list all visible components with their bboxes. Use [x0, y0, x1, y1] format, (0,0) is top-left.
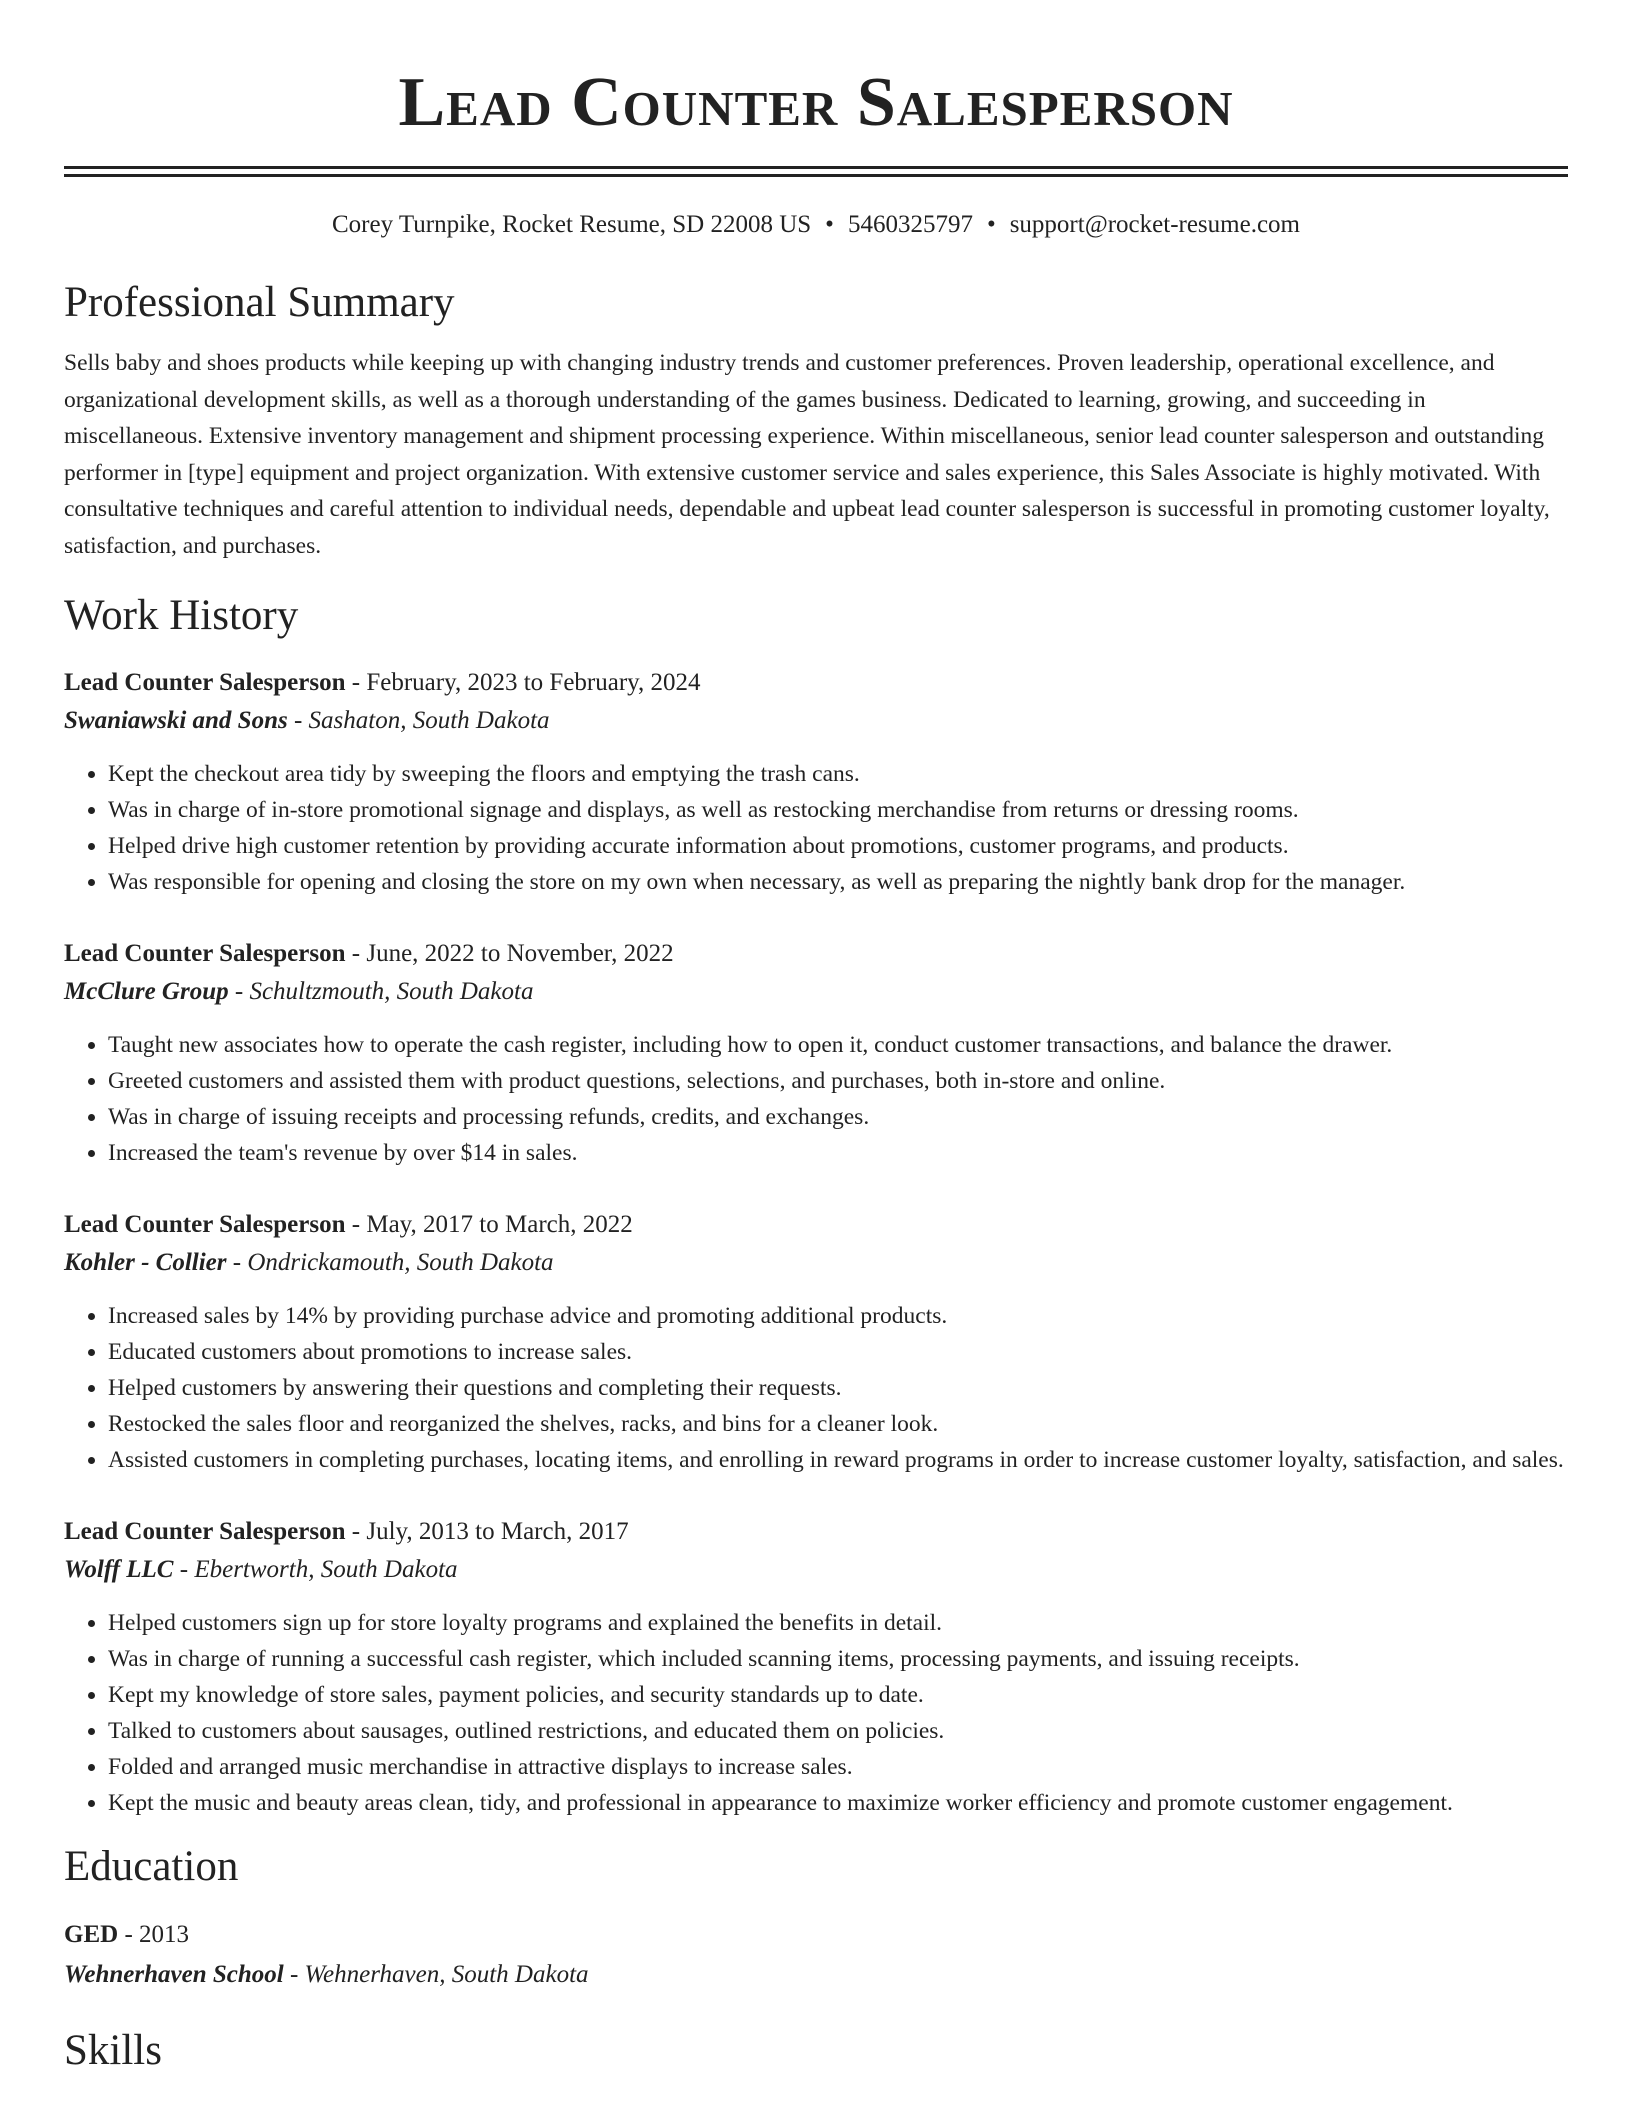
- job-bullet: • Talked to customers about sausages, outlined restrictions, and educated them on policies.: [108, 1713, 1568, 1749]
- job-bullet: • Helped customers by answering their questions and completing their requests.: [108, 1370, 1568, 1406]
- job-company: Kohler - Collier: [64, 1249, 227, 1276]
- job-bullet: • Taught new associates how to operate the cash register, including how to open it, conduct customer transactions, and balance the drawer.: [108, 1027, 1568, 1063]
- job-bullet: • Helped customers sign up for store loyalty programs and explained the benefits in detail.: [108, 1605, 1568, 1641]
- job-bullets: [64, 1605, 1568, 1821]
- job-entry: [64, 1206, 1568, 1478]
- contact-phone: 5460325797: [847, 211, 973, 238]
- job-bullet: • Educated customers about promotions to increase sales.: [108, 1334, 1568, 1370]
- job-title: Lead Counter Salesperson: [64, 940, 346, 967]
- education-school: Wehnerhaven School: [64, 1961, 284, 1988]
- job-bullet: • Restocked the sales floor and reorganized the shelves, racks, and bins for a cleaner look.: [108, 1406, 1568, 1442]
- job-title: Lead Counter Salesperson: [64, 669, 346, 696]
- job-company-line: [64, 1244, 1568, 1282]
- job-bullets: [64, 1298, 1568, 1478]
- title-divider-top: [64, 166, 1568, 169]
- job-entry: [64, 664, 1568, 900]
- job-title: Lead Counter Salesperson: [64, 1518, 346, 1545]
- job-company: Swaniawski and Sons: [64, 707, 288, 734]
- job-company-line: [64, 1551, 1568, 1589]
- education-entry: [64, 1915, 1568, 1995]
- job-location: - Sashaton, South Dakota: [287, 707, 550, 734]
- job-bullet: • Was in charge of running a successful cash register, which included scanning items, processing payments, and issuing receipts.: [108, 1641, 1568, 1677]
- job-bullet: • Kept the checkout area tidy by sweeping the floors and emptying the trash cans.: [108, 756, 1568, 792]
- job-dates: - July, 2013 to March, 2017: [345, 1518, 629, 1545]
- job-bullets: [64, 756, 1568, 900]
- page-title: Lead Counter Salesperson: [398, 64, 1234, 141]
- job-bullet: • Kept my knowledge of store sales, payment policies, and security standards up to date.: [108, 1677, 1568, 1713]
- resume-page: [64, 0, 1568, 2077]
- job-dates: - February, 2023 to February, 2024: [345, 669, 701, 696]
- contact-address: Corey Turnpike, Rocket Resume, SD 22008 US: [331, 211, 812, 238]
- education-year: - 2013: [118, 1921, 190, 1948]
- job-location: - Ondrickamouth, South Dakota: [226, 1249, 554, 1276]
- job-title: Lead Counter Salesperson: [64, 1211, 346, 1238]
- job-bullet: • Kept the music and beauty areas clean, tidy, and professional in appearance to maximize worker efficiency and promote customer engagement.: [108, 1785, 1568, 1821]
- contact-line: [64, 209, 1568, 241]
- skills-heading: Skills: [64, 2027, 162, 2074]
- work-history-heading: Work History: [64, 592, 299, 639]
- education-heading: Education: [64, 1843, 239, 1890]
- job-location: - Schultzmouth, South Dakota: [228, 978, 534, 1005]
- job-bullet: • Was in charge of issuing receipts and processing refunds, credits, and exchanges.: [108, 1099, 1568, 1135]
- job-bullet: • Helped drive high customer retention by providing accurate information about promotions, customer programs, and products.: [108, 828, 1568, 864]
- job-title-line: [64, 664, 1568, 702]
- job-bullet: • Increased the team's revenue by over $14 in sales.: [108, 1135, 1568, 1171]
- job-title-line: [64, 1513, 1568, 1551]
- education-location: - Wehnerhaven, South Dakota: [283, 1961, 589, 1988]
- job-title-line: [64, 1206, 1568, 1244]
- education-degree: GED: [64, 1921, 119, 1948]
- job-title-line: [64, 935, 1568, 973]
- job-bullet: • Increased sales by 14% by providing purchase advice and promoting additional products.: [108, 1298, 1568, 1334]
- job-company: McClure Group: [64, 978, 229, 1005]
- work-history-list: [64, 664, 1568, 1821]
- job-bullets: [64, 1027, 1568, 1171]
- contact-separator: •: [825, 211, 834, 238]
- job-entry: [64, 935, 1568, 1171]
- title-divider-bottom: [64, 174, 1568, 177]
- job-location: - Ebertworth, South Dakota: [173, 1556, 458, 1583]
- contact-separator: •: [986, 211, 996, 238]
- job-bullet: • Was in charge of in-store promotional signage and displays, as well as restocking merchandise from returns or dressing rooms.: [108, 792, 1568, 828]
- job-dates: - June, 2022 to November, 2022: [345, 940, 674, 967]
- job-bullet: • Assisted customers in completing purchases, locating items, and enrolling in reward programs in order to increase customer loyalty, satisfaction, and sales.: [108, 1442, 1568, 1478]
- summary-text: Sells baby and shoes products while keeping up with changing industry trends and customer preferences. Proven leadership, operational excellence, and organizational development skills, as well as a thorough understanding of the games business. Dedicated to learning, growing, and succeeding in miscellaneous. Extensive inventory management and shipment processing experience. Within miscellaneous, senior lead counter salesperson and outstanding performer in [type] equipment and project organization. With extensive customer service and sales experience, this Sales Associate is highly motivated. With consultative techniques and careful attention to individual needs, dependable and upbeat lead counter salesperson is successful in promoting customer loyalty, satisfaction, and purchases.: [64, 350, 1550, 559]
- education-school-line: [64, 1955, 1568, 1995]
- job-bullet: • Was responsible for opening and closing the store on my own when necessary, as well as preparing the nightly bank drop for the manager.: [108, 864, 1568, 900]
- job-company-line: [64, 702, 1568, 740]
- job-dates: - May, 2017 to March, 2022: [345, 1211, 633, 1238]
- job-company: Wolff LLC: [64, 1556, 174, 1583]
- education-degree-line: [64, 1915, 1568, 1955]
- job-bullet: • Greeted customers and assisted them with product questions, selections, and purchases, both in-store and online.: [108, 1063, 1568, 1099]
- summary-heading: Professional Summary: [64, 279, 455, 326]
- contact-email: support@rocket-resume.com: [1009, 211, 1300, 238]
- job-company-line: [64, 973, 1568, 1011]
- job-bullet: • Folded and arranged music merchandise in attractive displays to increase sales.: [108, 1749, 1568, 1785]
- job-entry: [64, 1513, 1568, 1821]
